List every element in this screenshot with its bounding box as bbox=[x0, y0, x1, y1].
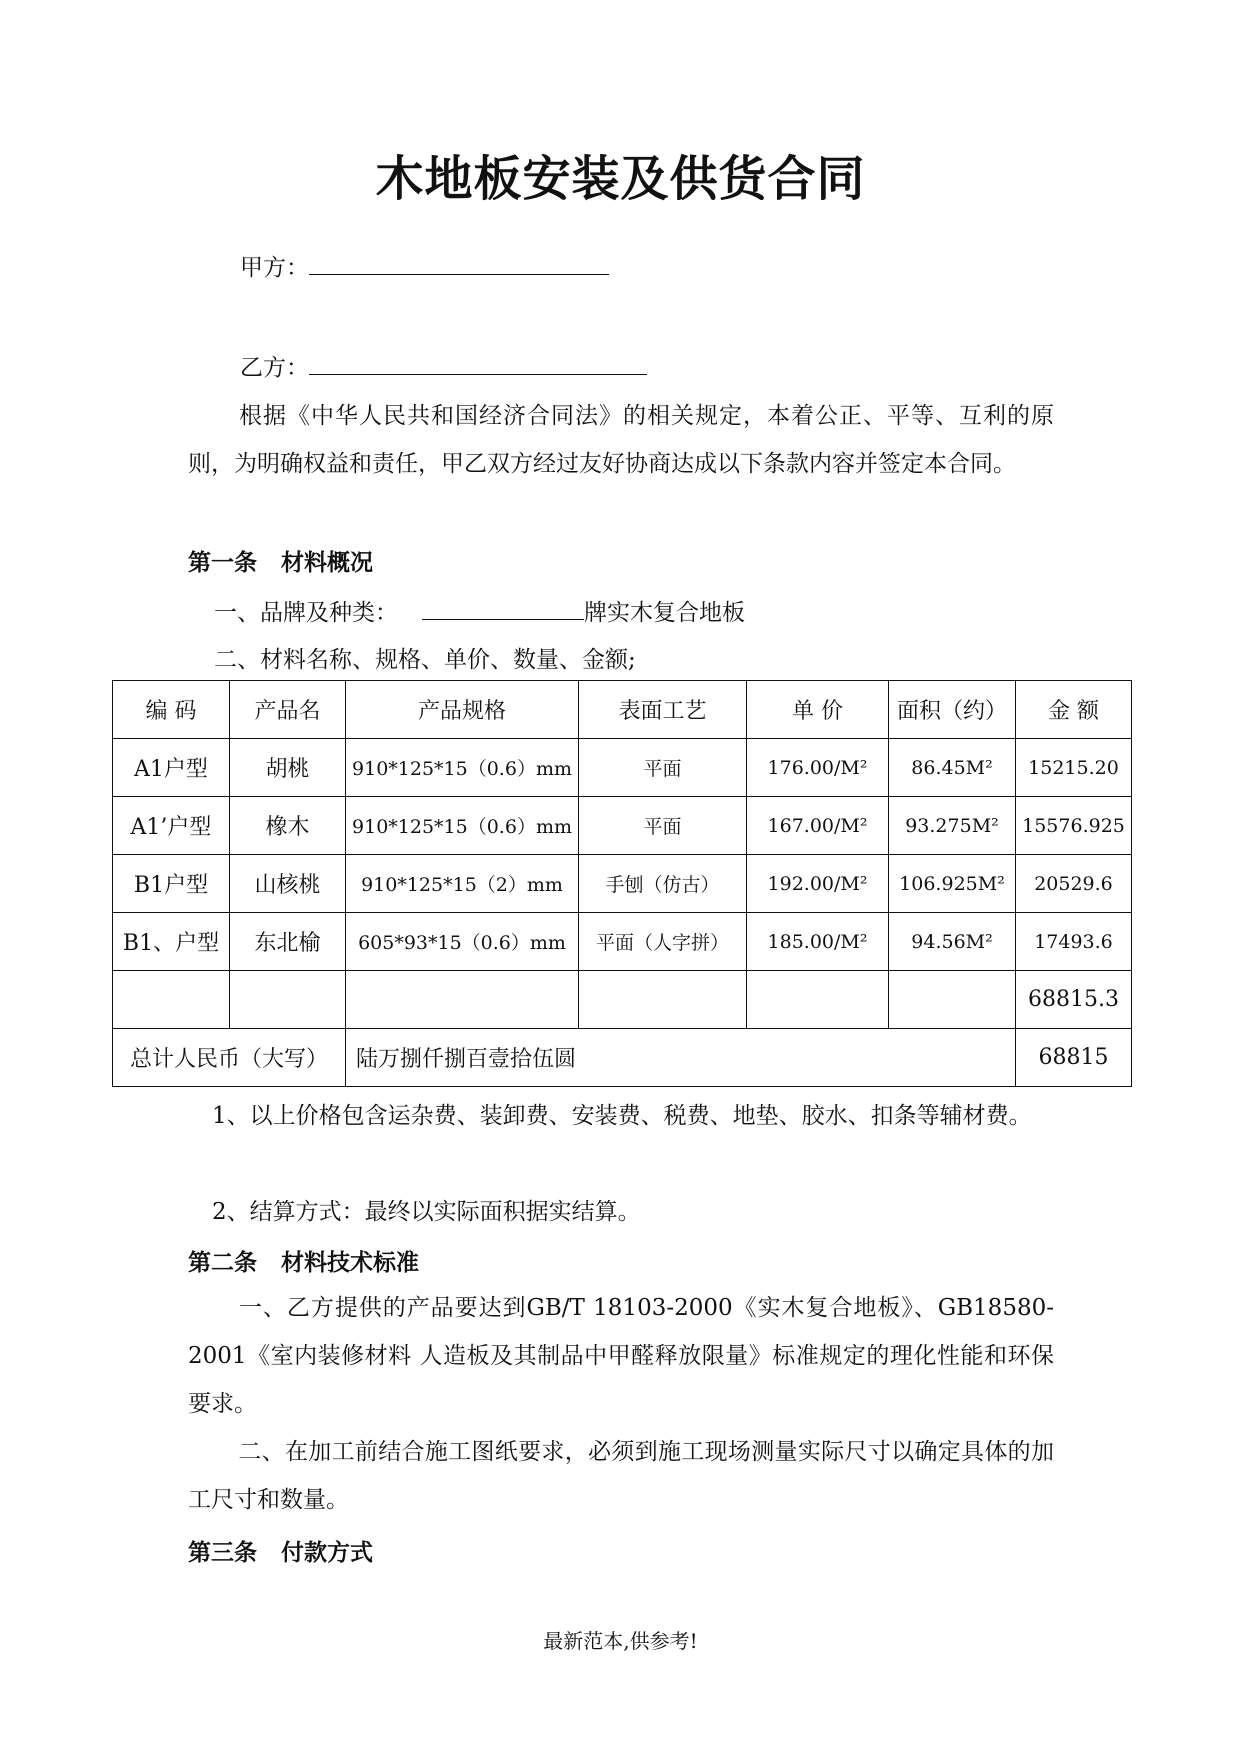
article1-name: 材料概况 bbox=[281, 550, 373, 576]
brand-suffix: 牌实木复合地板 bbox=[584, 600, 745, 626]
article3-number: 第三条 bbox=[188, 1540, 257, 1566]
table-row bbox=[113, 739, 1132, 797]
preamble-text: 根据《中华人民共和国经济合同法》的相关规定，本着公正、平等、互利的原则，为明确权益和责任，甲乙双方经过友好协商达成以下条款内容并签定本合同。 bbox=[188, 403, 1054, 477]
party-b-blank bbox=[309, 350, 647, 375]
header-product: 产品名 bbox=[230, 681, 346, 739]
header-amount: 金 额 bbox=[1016, 681, 1132, 739]
cell-amount: 20529.6 bbox=[1016, 855, 1132, 913]
header-spec: 产品规格 bbox=[346, 681, 579, 739]
cell-area: 93.275M² bbox=[889, 797, 1016, 855]
table-row bbox=[113, 797, 1132, 855]
cell-price: 176.00/M² bbox=[747, 739, 889, 797]
brand-blank bbox=[422, 595, 584, 620]
total-label: 总计人民币（大写） bbox=[113, 1029, 346, 1087]
party-b-line bbox=[240, 350, 647, 385]
materials-label: 二、材料名称、规格、单价、数量、金额; bbox=[214, 647, 636, 673]
cell-surface: 平面（人字拼） bbox=[579, 913, 747, 971]
table-header-row bbox=[113, 681, 1132, 739]
cell-amount: 15215.20 bbox=[1016, 739, 1132, 797]
article1-heading bbox=[188, 546, 373, 580]
header-price: 单 价 bbox=[747, 681, 889, 739]
preamble-paragraph bbox=[188, 392, 1054, 488]
cell-price: 185.00/M² bbox=[747, 913, 889, 971]
party-b-label: 乙方： bbox=[240, 355, 309, 381]
party-a-line bbox=[240, 250, 609, 285]
header-code: 编 码 bbox=[113, 681, 230, 739]
footer-note: 最新范本,供参考! bbox=[543, 1629, 698, 1653]
cell-surface: 平面 bbox=[579, 797, 747, 855]
cell-product: 胡桃 bbox=[230, 739, 346, 797]
cell-price: 192.00/M² bbox=[747, 855, 889, 913]
article3-heading bbox=[188, 1536, 373, 1570]
header-surface: 表面工艺 bbox=[579, 681, 747, 739]
article2-paragraph-2 bbox=[188, 1428, 1054, 1524]
brand-label: 一、品牌及种类： bbox=[214, 600, 398, 626]
total-amount: 68815 bbox=[1016, 1029, 1132, 1087]
article3-name: 付款方式 bbox=[281, 1540, 373, 1566]
table-row bbox=[113, 855, 1132, 913]
document-title: 木地板安装及供货合同 bbox=[375, 151, 866, 207]
cell-product: 橡木 bbox=[230, 797, 346, 855]
total-in-words: 陆万捌仟捌百壹拾伍圆 bbox=[346, 1029, 1016, 1087]
header-area: 面积（约） bbox=[889, 681, 1016, 739]
cell-code: B1户型 bbox=[113, 855, 230, 913]
article2-heading bbox=[188, 1246, 419, 1280]
subtotal-row bbox=[113, 971, 1132, 1029]
party-a-blank bbox=[309, 250, 609, 275]
cell-area: 86.45M² bbox=[889, 739, 1016, 797]
cell-surface: 手刨（仿古） bbox=[579, 855, 747, 913]
cell-area: 106.925M² bbox=[889, 855, 1016, 913]
total-row bbox=[113, 1029, 1132, 1087]
cell-spec: 910*125*15（2）mm bbox=[346, 855, 579, 913]
cell-code: B1、户型 bbox=[113, 913, 230, 971]
article2-number: 第二条 bbox=[188, 1250, 257, 1276]
article2-name: 材料技术标准 bbox=[281, 1250, 419, 1276]
materials-table bbox=[112, 680, 1132, 1087]
subtotal-amount: 68815.3 bbox=[1016, 971, 1132, 1029]
cell-area: 94.56M² bbox=[889, 913, 1016, 971]
note-2: 2、结算方式：最终以实际面积据实结算。 bbox=[212, 1199, 641, 1225]
cell-amount: 15576.925 bbox=[1016, 797, 1132, 855]
article2-p1-text: 一、乙方提供的产品要达到GB/T 18103-2000《实木复合地板》、GB18580-2001《室内装修材料 人造板及其制品中甲醛释放限量》标准规定的理化性能和环保要求。 bbox=[188, 1295, 1054, 1417]
article1-number: 第一条 bbox=[188, 550, 257, 576]
article2-p2-text: 二、在加工前结合施工图纸要求，必须到施工现场测量实际尺寸以确定具体的加工尺寸和数量。 bbox=[188, 1439, 1054, 1513]
cell-spec: 910*125*15（0.6）mm bbox=[346, 797, 579, 855]
cell-spec: 910*125*15（0.6）mm bbox=[346, 739, 579, 797]
cell-price: 167.00/M² bbox=[747, 797, 889, 855]
cell-surface: 平面 bbox=[579, 739, 747, 797]
cell-product: 东北榆 bbox=[230, 913, 346, 971]
note-1: 1、以上价格包含运杂费、装卸费、安装费、税费、地垫、胶水、扣条等辅材费。 bbox=[212, 1103, 1032, 1129]
cell-code: A1’户型 bbox=[113, 797, 230, 855]
table-row bbox=[113, 913, 1132, 971]
cell-spec: 605*93*15（0.6）mm bbox=[346, 913, 579, 971]
cell-product: 山核桃 bbox=[230, 855, 346, 913]
cell-code: A1户型 bbox=[113, 739, 230, 797]
cell-amount: 17493.6 bbox=[1016, 913, 1132, 971]
materials-line bbox=[214, 643, 636, 677]
brand-line bbox=[214, 595, 745, 630]
party-a-label: 甲方： bbox=[240, 255, 309, 281]
article2-paragraph-1 bbox=[188, 1284, 1054, 1428]
